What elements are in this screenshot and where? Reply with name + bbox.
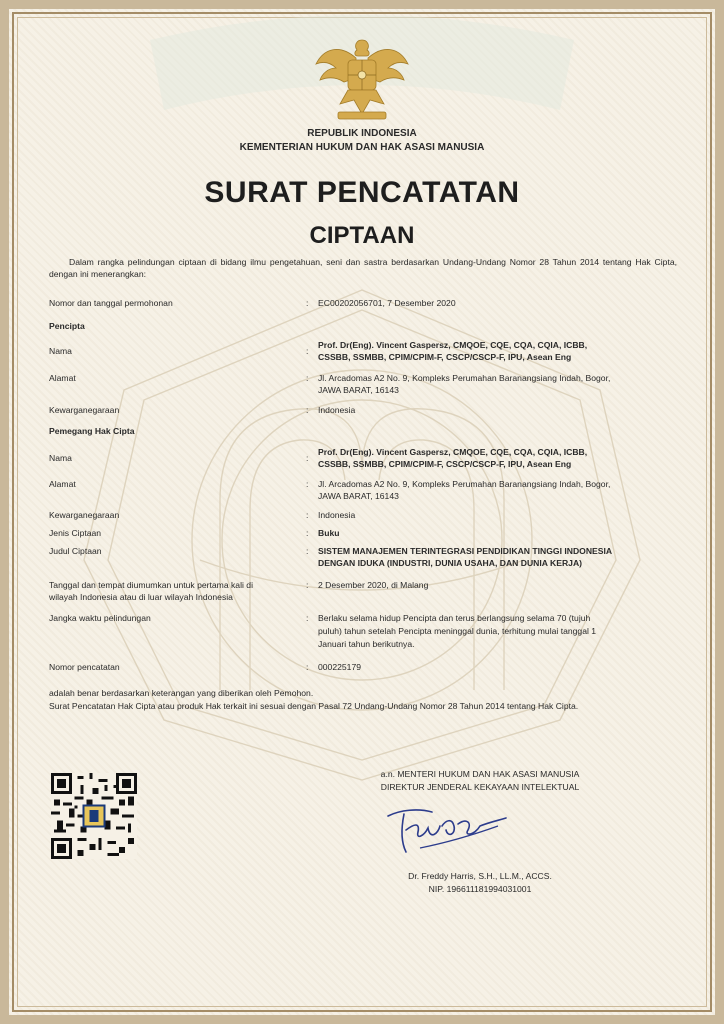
section-pencipta: Pencipta: [49, 321, 85, 331]
intro-paragraph: Dalam rangka pelindungan ciptaan di bidang ilmu pengetahuan, seni dan sastra berdasarkan Undang-Undang Nomor 28 Tahun 2014 tentang Hak Cipta, dengan ini menerangkan:: [49, 257, 677, 279]
label: Kewarganegaraan: [49, 510, 120, 520]
value-line2: DENGAN IDUKA (INDUSTRI, DUNIA USAHA, DAN DUNIA KERJA): [318, 558, 583, 568]
garuda-emblem-icon: [310, 34, 414, 122]
value-line1: SISTEM MANAJEMEN TERINTEGRASI PENDIDIKAN TINGGI INDONESIA: [318, 546, 613, 556]
label: Nomor pencatatan: [49, 662, 120, 672]
closing-line1: adalah benar berdasarkan keterangan yang diberikan oleh Pemohon.: [49, 688, 314, 698]
value-line2: CSSBB, SSMBB, CPIM/CPIM-F, CSCP/CSCP-F, IPU, Asean Eng: [318, 352, 572, 362]
value: EC00202056701, 7 Desember 2020: [318, 298, 456, 308]
value-line2: CSSBB, SSMBB, CPIM/CPIM-F, CSCP/CSCP-F, IPU, Asean Eng: [318, 459, 572, 469]
value: Buku: [318, 528, 340, 538]
label-line2: wilayah Indonesia atau di luar wilayah Indonesia: [49, 592, 233, 602]
country-heading: REPUBLIK INDONESIA: [307, 128, 417, 139]
closing-line2: Surat Pencatatan Hak Cipta atau produk Hak terkait ini sesuai dengan Pasal 72 Undang-Undang Nomor 28 Tahun 2014 tentang Hak Cipta.: [49, 701, 579, 711]
label: Judul Ciptaan: [49, 546, 102, 556]
handwritten-signature: [380, 800, 510, 860]
value-line2: JAWA BARAT, 16143: [318, 491, 399, 501]
document-subtitle: CIPTAAN: [309, 222, 415, 249]
section-pemegang: Pemegang Hak Cipta: [49, 426, 135, 436]
value-line1: Jl. Arcadomas A2 No. 9, Kompleks Perumahan Baranangsiang Indah, Bogor,: [318, 373, 611, 383]
ministry-heading: KEMENTERIAN HUKUM DAN HAK ASASI MANUSIA: [239, 142, 485, 153]
value-line1: Prof. Dr(Eng). Vincent Gaspersz, CMQOE, CQE, CQA, CQIA, ICBB,: [318, 340, 588, 350]
signatory-name: Dr. Freddy Harris, S.H., LL.M., ACCS.: [408, 871, 552, 881]
label: Nomor dan tanggal permohonan: [49, 298, 173, 308]
value: 2 Desember 2020, di Malang: [318, 580, 429, 590]
value-line1: Jl. Arcadomas A2 No. 9, Kompleks Perumahan Baranangsiang Indah, Bogor,: [318, 479, 611, 489]
label: Alamat: [49, 373, 76, 383]
label-line1: Tanggal dan tempat diumumkan untuk pertama kali di: [49, 580, 253, 590]
signature-on-behalf: a.n. MENTERI HUKUM DAN HAK ASASI MANUSIA: [380, 769, 580, 779]
value: Indonesia: [318, 405, 356, 415]
value-line3: Januari tahun berikutnya.: [318, 639, 415, 649]
label: Jangka waktu pelindungan: [49, 613, 151, 623]
document-title: SURAT PENCATATAN: [204, 176, 520, 209]
label: Nama: [49, 346, 72, 356]
value-line1: Prof. Dr(Eng). Vincent Gaspersz, CMQOE, CQE, CQA, CQIA, ICBB,: [318, 447, 588, 457]
label: Kewarganegaraan: [49, 405, 120, 415]
qr-code-icon: [51, 773, 137, 859]
label: Nama: [49, 453, 72, 463]
label: Alamat: [49, 479, 76, 489]
value: 000225179: [318, 662, 362, 672]
value-line2: JAWA BARAT, 16143: [318, 385, 399, 395]
label: Jenis Ciptaan: [49, 528, 102, 538]
signature-position: DIREKTUR JENDERAL KEKAYAAN INTELEKTUAL: [380, 782, 580, 792]
value-line1: Berlaku selama hidup Pencipta dan terus berlangsung selama 70 (tujuh: [318, 613, 591, 623]
signatory-nip: NIP. 196611181994031001: [428, 884, 532, 894]
value-line2: puluh) tahun setelah Pencipta meninggal dunia, terhitung mulai tanggal 1: [318, 626, 597, 636]
value: Indonesia: [318, 510, 356, 520]
